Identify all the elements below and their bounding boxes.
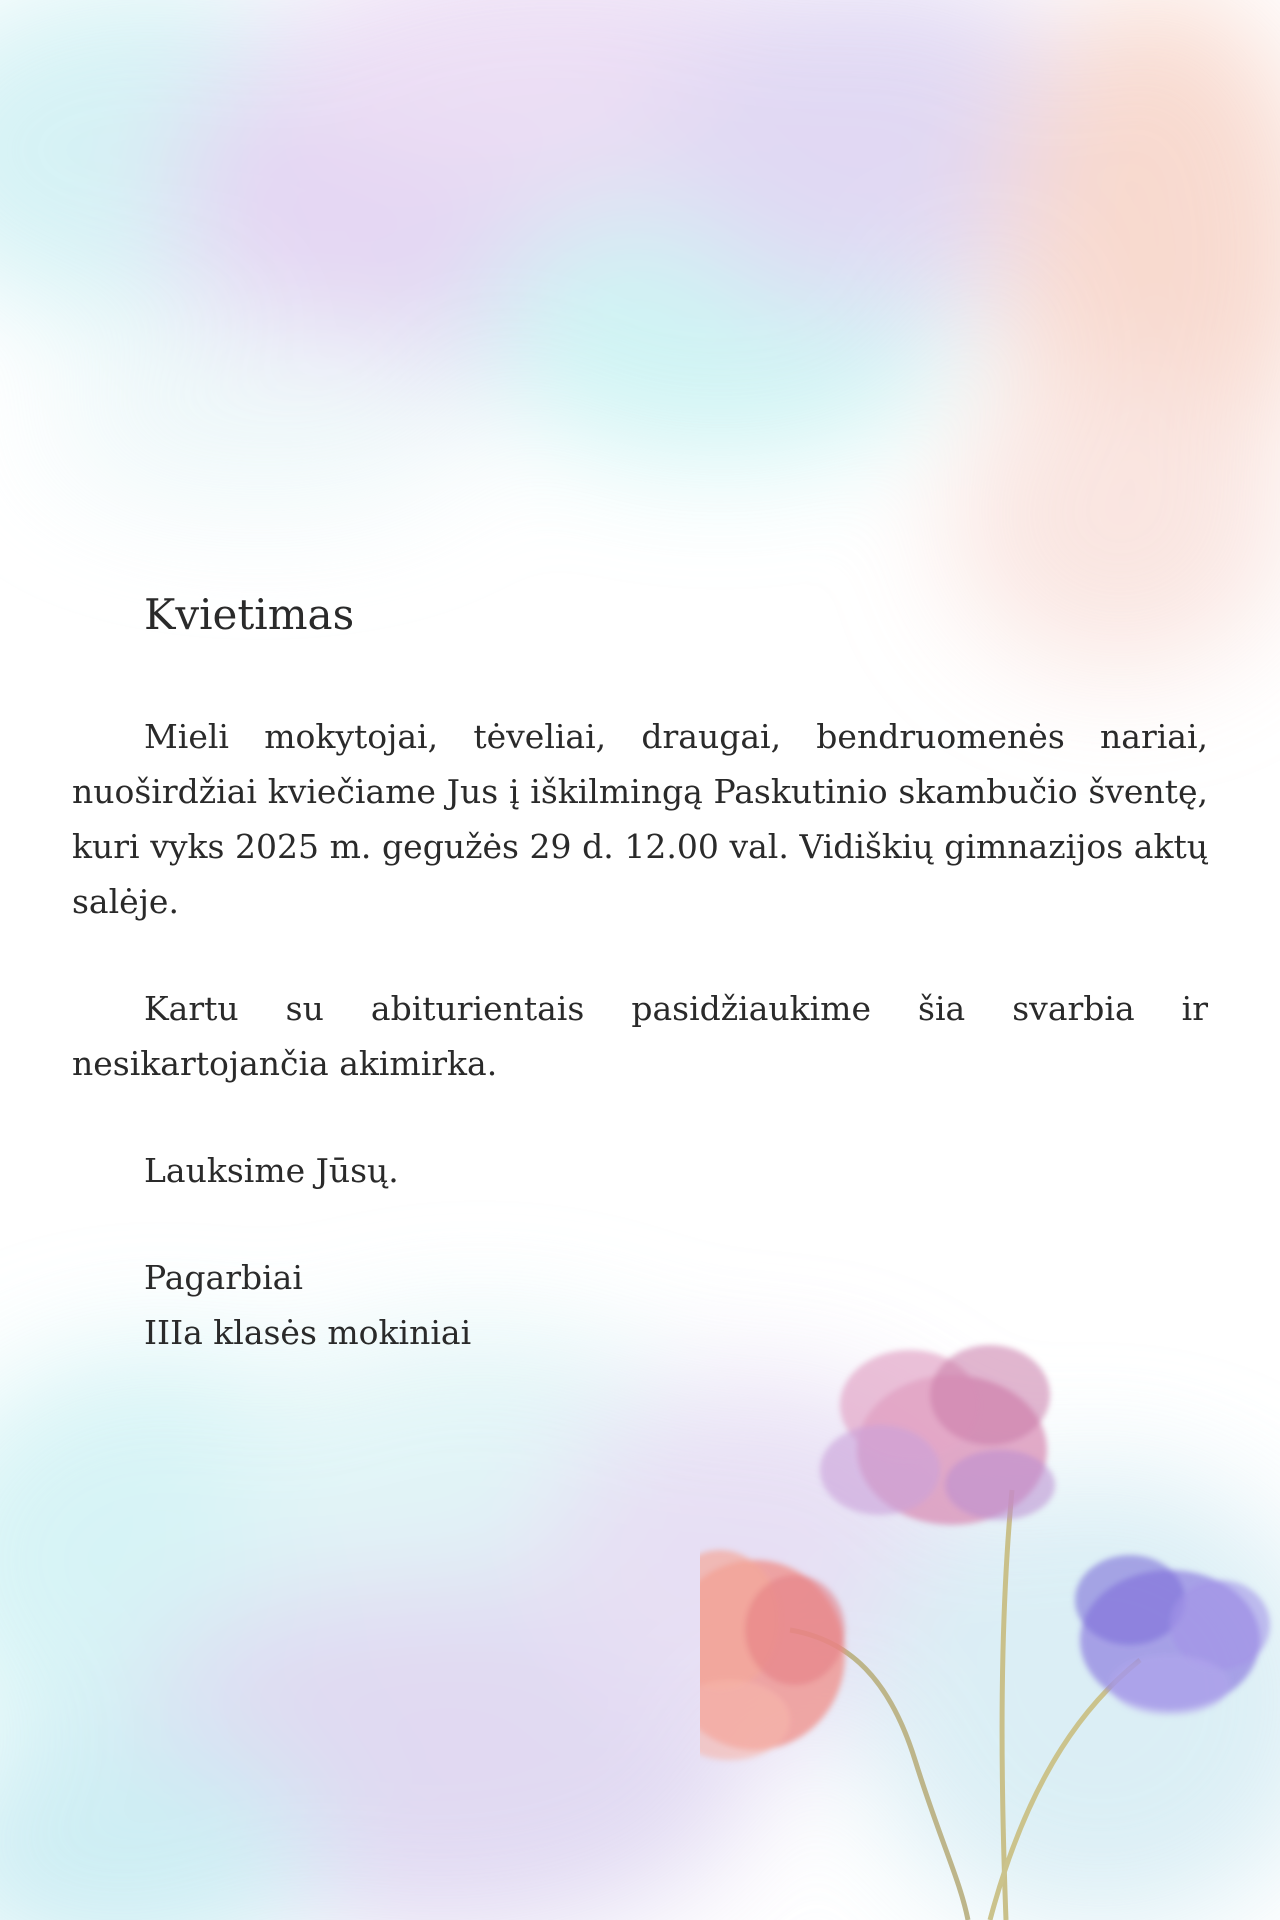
invitation-paragraph-1: Mieli mokytojai, tėveliai, draugai, bendruomenės nariai, nuoširdžiai kviečiame Jus į iškilmingą Paskutinio skambučio šventę, kuri vyks 2025 m. gegužės 29 d. 12.00 val. Vidiškių gimnazijos aktų salėje. <box>72 717 1208 921</box>
closing-line: Lauksime Jūsų. <box>144 1151 399 1190</box>
signature-line: IIIa klasės mokiniai <box>144 1313 472 1352</box>
watercolor-poppies-icon <box>700 1300 1280 1920</box>
regards-line: Pagarbiai <box>144 1258 303 1297</box>
invitation-title: Kvietimas <box>144 590 355 639</box>
invitation-paragraph-2: Kartu su abiturientais pasidžiaukime šia svarbia ir nesikartojančia akimirka. <box>72 989 1208 1083</box>
invitation-letter <box>72 585 1208 1360</box>
